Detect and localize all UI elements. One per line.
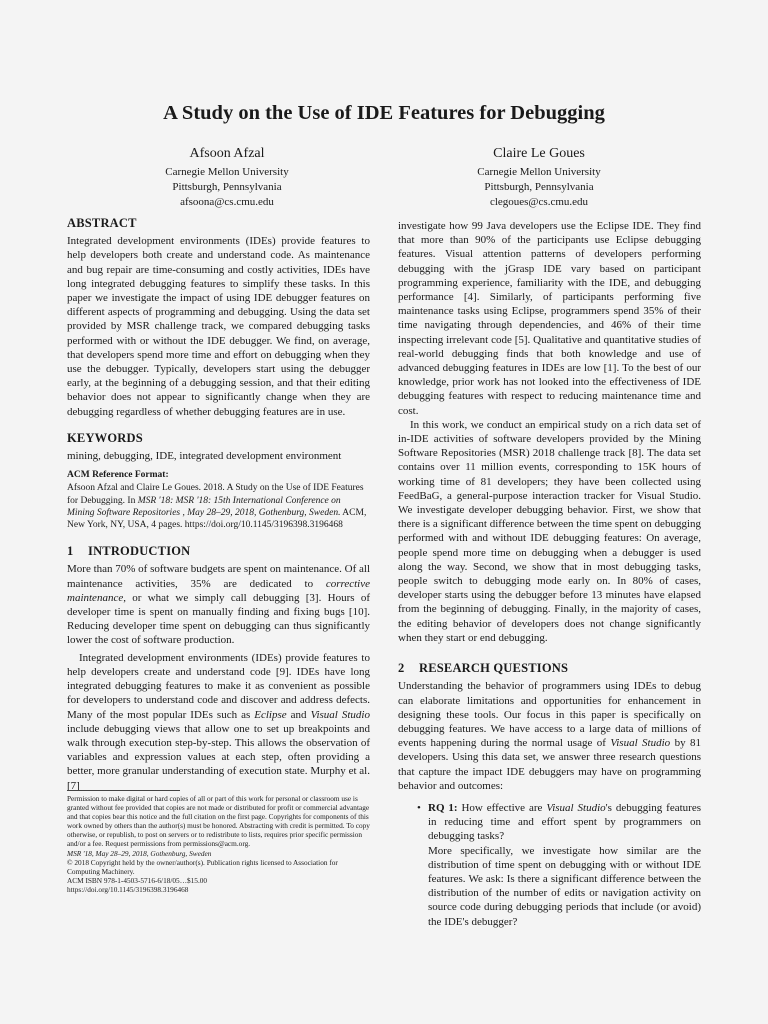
right-column bbox=[398, 219, 701, 929]
keywords-text: mining, debugging, IDE, integrated development environment bbox=[67, 450, 342, 463]
rq1-text: RQ 1: How effective are Visual Studio's debugging features in reducing time and effort spent by programmers on debugging tasks? bbox=[428, 801, 701, 843]
intro-heading: 1 INTRODUCTION bbox=[67, 544, 191, 559]
list-item bbox=[398, 801, 701, 929]
author-block-1 bbox=[102, 145, 352, 210]
this-work-paragraph: In this work, we conduct an empirical study on a rich data set of in-IDE activities of software developers provided by the Mining Software Repositories (MSR) 2018 challenge track [8]. The data set contains over 11 million events, corresponding to 15K hours of working time of 81 developers; they have been collected using FeedBaG, a general-purpose interaction tracker for Visual Studio. We investigate developer debugging behavior. First, we show that there is a significant difference between the time spent on debugging performed with and without IDE debugging features: On average, people spend more time on debugging when a debugger is used along the way. Second, we show that in most debugging tasks, people switch to debugging mode early on. In 80% of cases, developer starts using the debugger before 13 minutes have elapsed from the beginning of debugging. Finally, in the majority of cases, the editing behavior of developers does not change significantly when they start or end debugging. bbox=[398, 418, 701, 644]
isbn-line: ACM ISBN 978-1-4503-5716-6/18/05…$15.00 bbox=[67, 875, 208, 885]
copyright-block bbox=[67, 790, 370, 894]
bullet-icon: • bbox=[417, 801, 421, 814]
author-affiliation: Carnegie Mellon University bbox=[477, 166, 601, 178]
conference-line: MSR '18, May 28–29, 2018, Gothenburg, Sweden bbox=[67, 848, 212, 858]
abstract-heading: ABSTRACT bbox=[67, 216, 137, 230]
author-affiliation: Carnegie Mellon University bbox=[165, 166, 289, 178]
research-questions-list bbox=[398, 801, 701, 929]
author-email: clegoues@cs.cmu.edu bbox=[489, 196, 589, 208]
permission-notice: Permission to make digital or hard copies of all or part of this work for personal or classroom use is granted without fee provided that copies are not made or distributed for profit or commercial advantage and that copies bear this notice and the full citation on the first page. Copyrights for components of this work owned by others than the author(s) must be honored. Abstracting with credit is permitted. To copy otherwise, or republish, to post on servers or to redistribute to lists, requires prior specific permission and/or a fee. Request permissions from permissions@acm.org. bbox=[67, 794, 370, 849]
left-column bbox=[67, 216, 370, 793]
copyright-line: © 2018 Copyright held by the owner/author(s). Publication rights licensed to Association for Computing Machinery. bbox=[67, 857, 338, 876]
abstract-text: Integrated development environments (IDEs) provide features to help developers both create and understand code. As maintenance and bug repair are time-consuming and costly activities, IDEs have long integrated debugging features to simplify these tasks. In this paper we investigate the impact of using IDE debugger features on different aspects of programming and debugging. Using the data set provided by MSR challenge track, we compared debugging tasks performed with or without the IDE debugger. We find, on average, that developers spend more time and effort on debugging when they use the debugger. Typically, developers start using the debugger early, at the beginning of a debugging session, and that their editing behavior does not appear to significantly change when they are debugging regardless of whether debugging features are in use. bbox=[67, 235, 370, 418]
author-location: Pittsburgh, Pennsylvania bbox=[484, 181, 594, 193]
acm-reference-heading: ACM Reference Format: bbox=[67, 470, 169, 481]
research-questions-heading: 2 RESEARCH QUESTIONS bbox=[398, 661, 569, 676]
acm-reference-text: Afsoon Afzal and Claire Le Goues. 2018. A Study on the Use of IDE Features for Debugging. In MSR '18: MSR '18: 15th International Conference on Mining Software Repositories , May 28–29, 2018, Gothenburg, Sweden. ACM, New York, NY, USA, 4 pages. https://doi.org/10.1145/3196398.3196468 bbox=[67, 483, 367, 531]
author-location: Pittsburgh, Pennsylvania bbox=[172, 181, 282, 193]
rq1-elaboration: More specifically, we investigate how similar are the distribution of time spent on debugging with or without IDE features. We ask: Is there a significant difference between the distribution of the number of edits or navigation activity on source code during debugging periods that include (or avoid) the IDE's debugger? bbox=[428, 844, 701, 928]
research-questions-paragraph: Understanding the behavior of programmers using IDEs to debug can elaborate limitations and opportunities for enhancement in designing these tools. Our focus in this paper is specifically on debugging features. We have access to a large data of millions of events happening during the normal usage of Visual Studio by 81 developers. Using this data set, we answer three research questions that capture the impact IDE debuggers may have on programming behavior and outcomes: bbox=[398, 680, 701, 792]
author-block-2 bbox=[414, 145, 664, 210]
author-name: Afsoon Afzal bbox=[189, 146, 265, 161]
author-name: Claire Le Goues bbox=[493, 146, 585, 161]
paper-title: A Study on the Use of IDE Features for Debugging bbox=[163, 102, 605, 124]
footnote-divider bbox=[67, 790, 180, 791]
author-email: afsoona@cs.cmu.edu bbox=[180, 196, 274, 208]
intro-paragraph-1: More than 70% of software budgets are spent on maintenance. Of all maintenance activities, 35% are dedicated to corrective maintenance, or what we simply call debugging [3]. Hours of developer time is spent on manually finding and fixing bugs [10]. Reducing developer time spent on debugging can thus significantly lower the cost of software production. bbox=[67, 563, 371, 647]
intro-paragraph-2: Integrated development environments (IDEs) provide features to help developers create and understand code [9]. IDEs have long integrated debugging features to make it as convenient as possible for developers to understand code and discover and address defects. Many of the most popular IDEs such as Eclipse and Visual Studio include debugging views that allow one to set up breakpoints and walk through execution step-by-step. This allows the observation of variables and expression values at each step, often providing a better, more granular understanding of execution state. Murphy et al. [7] bbox=[67, 651, 370, 792]
intro-continued-paragraph: investigate how 99 Java developers use the Eclipse IDE. They find that more than 90% of the participants use Eclipse debugging features. Visual attention patterns of developers performing debugging with the jGrasp IDE vary based on participant programming experience, familiarity with the IDE, and debugging performance [4]. Similarly, of participants performing five maintenance tasks using Eclipse, programmers spend 35% of their time navigating through dependencies, and 46% of their time inspecting irrelevant code [5]. Qualitative and quantitative studies of real-world debugging finds that both knowledge and use of advanced debugging features in IDEs are low [1]. To the best of our knowledge, prior work has not looked into the effectiveness of IDE debugging features with respect to reducing maintenance time and cost. bbox=[398, 220, 701, 417]
doi-line: https://doi.org/10.1145/3196398.3196468 bbox=[67, 884, 189, 894]
keywords-heading: KEYWORDS bbox=[67, 430, 143, 445]
